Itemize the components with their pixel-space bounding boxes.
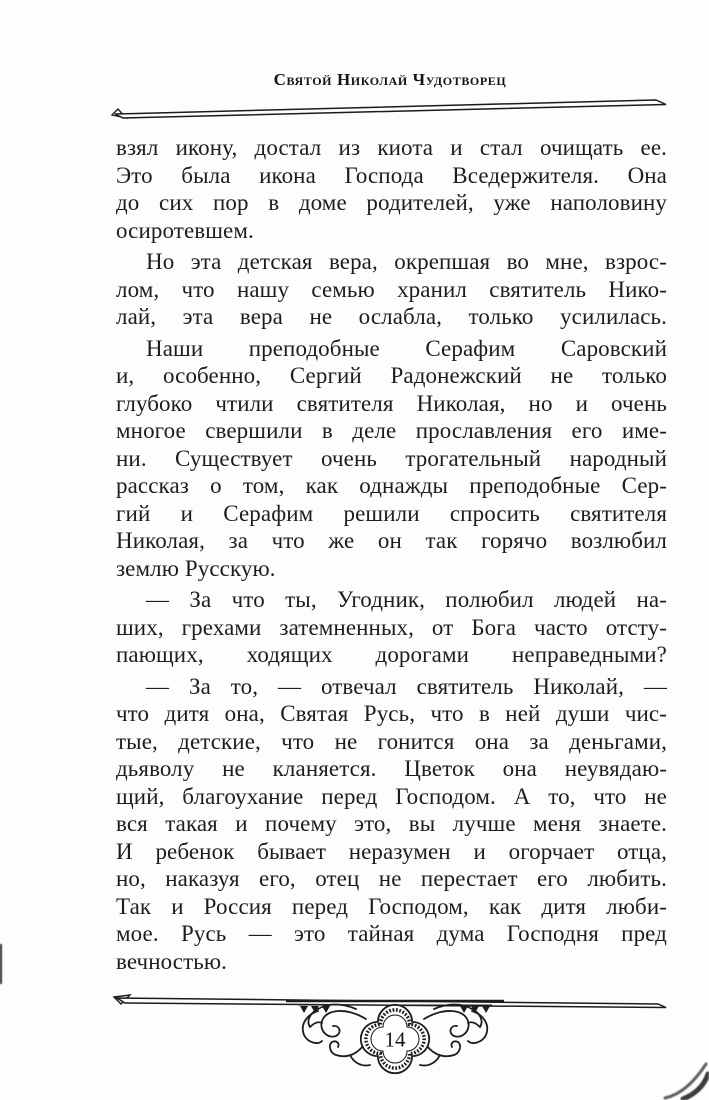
text-line: пающих, ходящих дорогами неправедными? <box>116 642 667 667</box>
text-line: что дитя она, Святая Русь, что в ней души чис- <box>116 701 667 726</box>
text-line: но, наказуя его, отец не перестает его любить. <box>116 866 667 891</box>
text-line: щий, благоухание перед Господом. А то, что не <box>116 783 667 809</box>
text-line: рассказ о том, как однажды преподобные Сер- <box>116 473 667 498</box>
text-line: — За то, — отвечал святитель Николай, — <box>146 673 667 699</box>
text-line: осиротевшем. <box>116 217 254 243</box>
text-line: мое. Русь — это тайная дума Господня пред <box>116 921 667 946</box>
text-line: лом, что нашу семью хранил святитель Нико- <box>116 276 667 302</box>
text-line: — За что ты, Угодник, полюбил людей на- <box>146 587 667 612</box>
text-line: дьяволу не кланяется. Цветок она неувядаю- <box>116 756 667 781</box>
text-line: Николая, за что же он так горячо возлюбил <box>116 528 667 553</box>
text-line: Так и Россия перед Господом, как дитя люби- <box>116 893 667 919</box>
text-line: тые, детские, что не гонится она за деньгами, <box>116 728 667 754</box>
text-line: ни. Существует очень трогательный народный <box>116 445 667 471</box>
page-curl-shadow <box>661 1058 709 1100</box>
text-line: Это была икона Господа Вседержителя. Она <box>116 162 667 188</box>
scroll-flourish-right-icon <box>420 1005 487 1066</box>
text-line: Наши преподобные Серафим Саровский <box>146 335 667 361</box>
text-line: до сих пор в доме родителей, уже наполовину <box>116 190 667 215</box>
text-line: гий и Серафим решили спросить святителя <box>116 500 667 526</box>
paragraph <box>116 586 667 669</box>
running-title: Святой Николай Чудотворец <box>273 70 507 89</box>
paragraph <box>116 335 667 583</box>
text-line: глубоко чтили святителя Николая, но и очень <box>116 390 667 416</box>
text-line: Но эта детская вера, окрепшая во мне, взрос- <box>146 249 667 274</box>
text-line: многое свершили в деле прославления его име- <box>116 418 667 443</box>
text-line: землю Русскую. <box>116 555 276 581</box>
text-line: лай, эта вера не ослабла, только усилилась. <box>116 304 667 329</box>
quatrefoil-frame <box>361 1005 429 1073</box>
text-line: взял икону, достал из киота и стал очищать ее. <box>116 135 667 160</box>
text-line: И ребенок бывает неразумен и огорчает отца, <box>116 838 667 864</box>
page-number: 14 <box>384 1027 406 1052</box>
text-line: ших, грехами затемненных, от Бога часто отсту- <box>116 614 667 640</box>
scan-edge-mark <box>0 944 2 984</box>
quatrefoil-ornament <box>282 995 508 1079</box>
paragraph <box>116 248 667 331</box>
text-line: и, особенно, Сергий Радонежский не только <box>116 363 667 388</box>
scroll-flourish-left-icon <box>303 1005 370 1066</box>
text-line: вечностью. <box>116 948 227 974</box>
header-rule-ornament <box>106 98 672 120</box>
paragraph <box>116 134 667 244</box>
paragraph <box>116 673 667 976</box>
text-line: вся такая и почему это, вы лучше меня знаете. <box>116 811 667 836</box>
text-block <box>116 134 667 975</box>
